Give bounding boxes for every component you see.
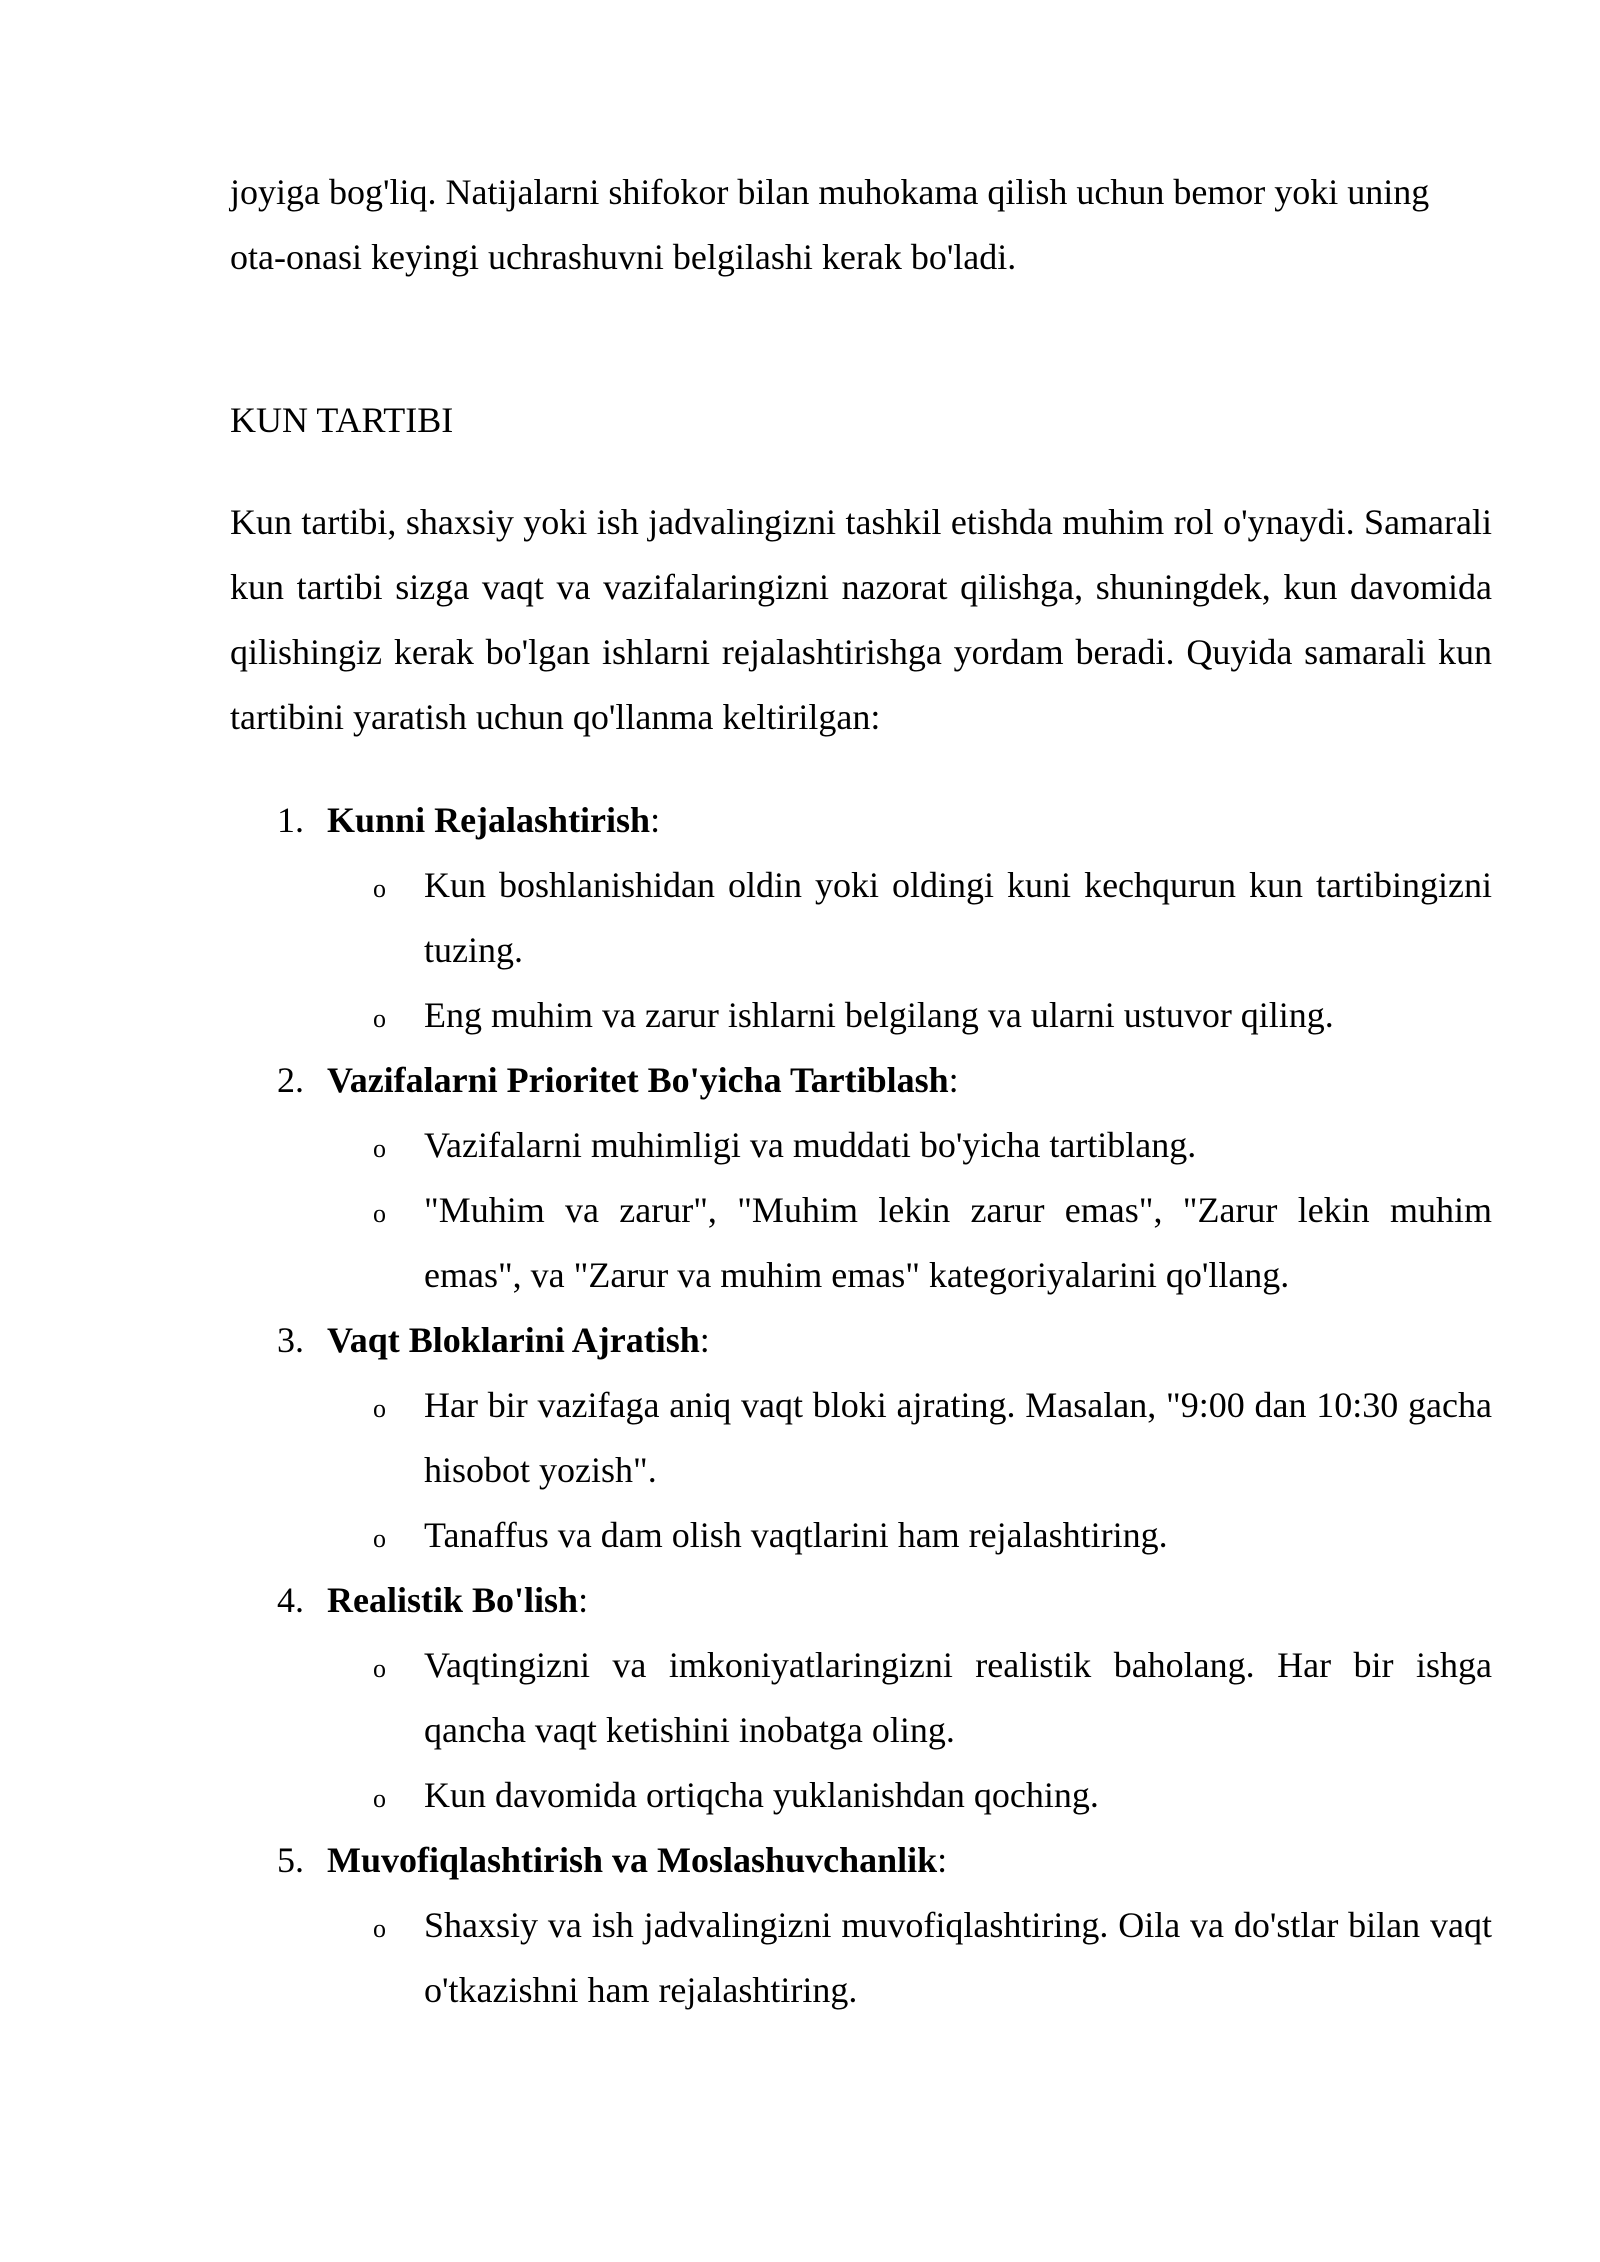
step-number: 3. xyxy=(277,1320,304,1360)
bullet-icon: o xyxy=(373,1394,386,1423)
step-item xyxy=(230,1308,1492,1568)
intro-paragraph: joyiga bog'liq. Natijalarni shifokor bilan muhokama qilish uchun bemor yoki uning ota-onasi keyingi uchrashuvni belgilashi kerak bo'ladi. xyxy=(230,172,1430,277)
sub-item xyxy=(327,853,1492,983)
step-title: Vazifalarni Prioritet Bo'yicha Tartiblash xyxy=(327,1060,949,1100)
bullet-icon: o xyxy=(373,1134,386,1163)
step-title: Muvofiqlashtirish va Moslashuvchanlik xyxy=(327,1840,938,1880)
bullet-icon: o xyxy=(373,874,386,903)
step-item xyxy=(230,1048,1492,1308)
sub-list xyxy=(327,1373,1492,1568)
sub-item xyxy=(327,1633,1492,1763)
step-number: 1. xyxy=(277,800,304,840)
sub-item xyxy=(327,1893,1492,2023)
sub-item-text: Vazifalarni muhimligi va muddati bo'yicha tartiblang. xyxy=(424,1125,1197,1165)
sub-item-text: Shaxsiy va ish jadvalingizni muvofiqlashtiring. Oila va do'stlar bilan vaqt o'tkazishni ham rejalashtiring. xyxy=(424,1905,1492,2010)
sub-item-text: Har bir vazifaga aniq vaqt bloki ajrating. Masalan, "9:00 dan 10:30 gacha hisobot yozish". xyxy=(424,1385,1492,1490)
step-colon: : xyxy=(650,800,661,840)
sub-list xyxy=(327,1113,1492,1308)
sub-item xyxy=(327,1503,1492,1568)
sub-item-text: Kun davomida ortiqcha yuklanishdan qoching. xyxy=(424,1775,1099,1815)
step-title: Kunni Rejalashtirish xyxy=(327,800,651,840)
step-title: Realistik Bo'lish xyxy=(327,1580,579,1620)
sub-item-text: Vaqtingizni va imkoniyatlaringizni realistik baholang. Har bir ishga qancha vaqt ketishini inobatga oling. xyxy=(424,1645,1492,1750)
sub-item xyxy=(327,1373,1492,1503)
bullet-icon: o xyxy=(373,1654,386,1683)
step-colon: : xyxy=(699,1320,710,1360)
sub-item xyxy=(327,983,1492,1048)
sub-item-text: Kun boshlanishidan oldin yoki oldingi kuni kechqurun kun tartibingizni tuzing. xyxy=(424,865,1492,970)
sub-item xyxy=(327,1178,1492,1308)
bullet-icon: o xyxy=(373,1524,386,1553)
step-item xyxy=(230,1568,1492,1828)
steps-list xyxy=(230,788,1492,2023)
sub-list xyxy=(327,1633,1492,1828)
body-paragraph: Kun tartibi, shaxsiy yoki ish jadvalingizni tashkil etishda muhim rol o'ynaydi. Samarali kun tartibi sizga vaqt va vazifalaringizni nazorat qilishga, shuningdek, kun davomida qilishingiz kerak bo'lgan ishlarni rejalashtirishga yordam beradi. Quyida samarali kun tartibini yaratish uchun qo'llanma keltirilgan: xyxy=(230,502,1492,737)
step-number: 5. xyxy=(277,1840,304,1880)
sub-item xyxy=(327,1113,1492,1178)
sub-item xyxy=(327,1763,1492,1828)
step-item xyxy=(230,788,1492,1048)
sub-item-text: "Muhim va zarur", "Muhim lekin zarur emas", "Zarur lekin muhim emas", va "Zarur va muhim emas" kategoriyalarini qo'llang. xyxy=(424,1190,1492,1295)
step-colon: : xyxy=(948,1060,959,1100)
sub-list xyxy=(327,1893,1492,2023)
sub-item-text: Tanaffus va dam olish vaqtlarini ham rejalashtiring. xyxy=(424,1515,1168,1555)
bullet-icon: o xyxy=(373,1784,386,1813)
bullet-icon: o xyxy=(373,1914,386,1943)
sub-list xyxy=(327,853,1492,1048)
section-heading: KUN TARTIBI xyxy=(230,400,454,440)
document-page xyxy=(230,160,1492,2023)
step-colon: : xyxy=(937,1840,948,1880)
bullet-icon: o xyxy=(373,1199,386,1228)
step-number: 4. xyxy=(277,1580,304,1620)
step-item xyxy=(230,1828,1492,2023)
bullet-icon: o xyxy=(373,1004,386,1033)
step-colon: : xyxy=(578,1580,589,1620)
step-number: 2. xyxy=(277,1060,304,1100)
sub-item-text: Eng muhim va zarur ishlarni belgilang va ularni ustuvor qiling. xyxy=(424,995,1334,1035)
step-title: Vaqt Bloklarini Ajratish xyxy=(327,1320,700,1360)
